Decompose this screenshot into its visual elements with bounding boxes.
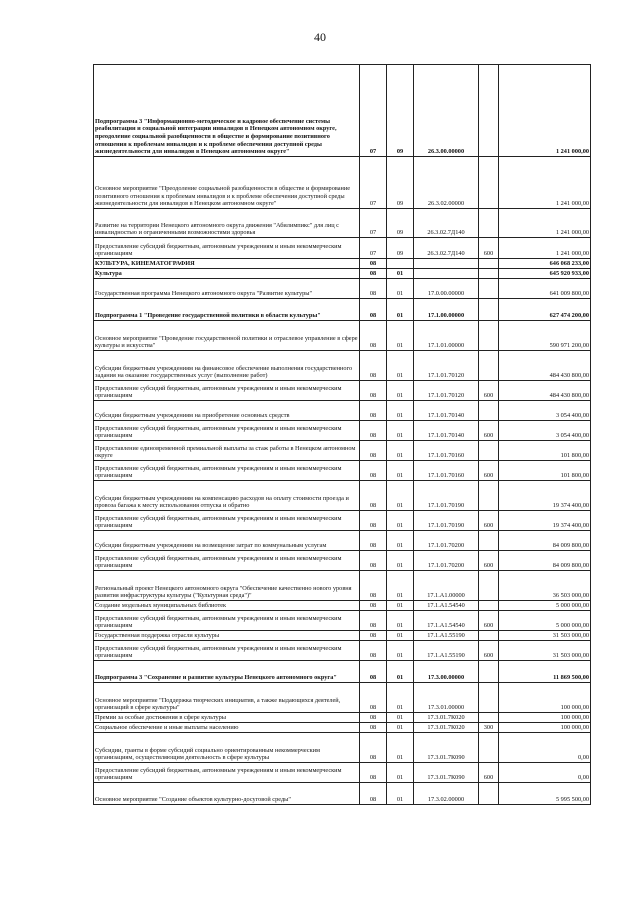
row-name: Предоставление субсидий бюджетным, автономным учреждениям и иным некоммерческим организациям (94, 611, 360, 631)
row-section: 08 (360, 631, 387, 641)
row-amount: 645 920 933,00 (499, 269, 591, 279)
row-amount: 3 054 400,00 (499, 421, 591, 441)
row-target-article: 17.1.00.00000 (414, 299, 479, 321)
row-amount: 5 000 000,00 (499, 611, 591, 631)
table-row (94, 269, 591, 279)
row-amount: 31 503 000,00 (499, 641, 591, 661)
row-name: Предоставление субсидий бюджетным, автономным учреждениям и иным некоммерческим организациям (94, 421, 360, 441)
row-amount: 1 241 000,00 (499, 157, 591, 209)
row-target-article: 17.1.01.70200 (414, 531, 479, 551)
row-name: Предоставление субсидий бюджетным, автономным учреждениям и иным некоммерческим организациям (94, 763, 360, 783)
row-expense-type: 600 (479, 381, 499, 401)
row-expense-type: 300 (479, 723, 499, 733)
row-target-article: 17.3.01.7К090 (414, 763, 479, 783)
row-name: Государственная программа Ненецкого автономного округа "Развитие культуры" (94, 279, 360, 299)
row-subsection: 01 (387, 531, 414, 551)
table-row (94, 279, 591, 299)
row-target-article: 17.1.01.00000 (414, 321, 479, 351)
row-expense-type: 600 (479, 551, 499, 571)
row-name: Социальное обеспечение и иные выплаты населению (94, 723, 360, 733)
row-expense-type (479, 531, 499, 551)
row-expense-type (479, 65, 499, 157)
row-subsection: 01 (387, 733, 414, 763)
row-target-article (414, 259, 479, 269)
row-subsection: 09 (387, 209, 414, 238)
row-expense-type (479, 209, 499, 238)
row-section: 08 (360, 551, 387, 571)
row-subsection: 09 (387, 65, 414, 157)
row-amount: 84 009 800,00 (499, 551, 591, 571)
row-amount: 641 009 800,00 (499, 279, 591, 299)
row-subsection: 01 (387, 381, 414, 401)
table-row (94, 723, 591, 733)
table-row (94, 763, 591, 783)
row-target-article: 17.1.01.70160 (414, 461, 479, 481)
row-section: 07 (360, 65, 387, 157)
row-expense-type (479, 631, 499, 641)
row-subsection: 01 (387, 723, 414, 733)
row-target-article: 17.1.01.70120 (414, 351, 479, 381)
row-section: 08 (360, 713, 387, 723)
row-section: 08 (360, 641, 387, 661)
row-amount: 484 430 800,00 (499, 381, 591, 401)
row-section: 08 (360, 571, 387, 601)
row-name: Культура (94, 269, 360, 279)
row-expense-type (479, 783, 499, 805)
table-row (94, 299, 591, 321)
row-target-article: 17.1.А1.55190 (414, 631, 479, 641)
row-expense-type: 600 (479, 641, 499, 661)
row-section: 08 (360, 531, 387, 551)
table-row (94, 601, 591, 611)
row-section: 08 (360, 299, 387, 321)
row-amount: 19 374 400,00 (499, 511, 591, 531)
table-row (94, 441, 591, 461)
table-row (94, 259, 591, 269)
row-section: 08 (360, 421, 387, 441)
row-expense-type (479, 401, 499, 421)
row-section: 08 (360, 783, 387, 805)
row-expense-type (479, 351, 499, 381)
row-target-article: 17.3.02.00000 (414, 783, 479, 805)
row-name: Субсидии бюджетным учреждениям на приобретение основных средств (94, 401, 360, 421)
table-row (94, 783, 591, 805)
row-target-article: 17.1.01.70140 (414, 421, 479, 441)
row-section: 08 (360, 723, 387, 733)
row-target-article: 17.3.00.00000 (414, 661, 479, 683)
table-row (94, 713, 591, 723)
row-subsection: 01 (387, 683, 414, 713)
table-row (94, 531, 591, 551)
row-section: 08 (360, 611, 387, 631)
row-name: Предоставление субсидий бюджетным, автономным учреждениям и иным некоммерческим организациям (94, 381, 360, 401)
table-row (94, 65, 591, 157)
row-expense-type (479, 279, 499, 299)
table-row (94, 661, 591, 683)
row-subsection: 01 (387, 763, 414, 783)
row-expense-type (479, 157, 499, 209)
page-number: 40 (314, 30, 326, 44)
row-expense-type (479, 259, 499, 269)
row-section: 08 (360, 763, 387, 783)
row-expense-type (479, 661, 499, 683)
row-target-article: 17.1.А1.54540 (414, 611, 479, 631)
row-target-article: 17.1.А1.55190 (414, 641, 479, 661)
row-name: Подпрограмма 3 "Сохранение и развитие культуры Ненецкого автономного округа" (94, 661, 360, 683)
row-name: Субсидии бюджетным учреждениям на возмещение затрат по коммунальным услугам (94, 531, 360, 551)
row-target-article: 17.3.01.00000 (414, 683, 479, 713)
row-section: 08 (360, 321, 387, 351)
table-row (94, 641, 591, 661)
row-amount: 0,00 (499, 733, 591, 763)
row-amount: 0,00 (499, 763, 591, 783)
row-subsection: 01 (387, 401, 414, 421)
row-target-article (414, 269, 479, 279)
row-name: КУЛЬТУРА, КИНЕМАТОГРАФИЯ (94, 259, 360, 269)
row-section: 08 (360, 351, 387, 381)
row-amount: 590 971 200,00 (499, 321, 591, 351)
row-subsection: 09 (387, 238, 414, 259)
budget-table (93, 64, 591, 805)
row-target-article: 17.1.А1.00000 (414, 571, 479, 601)
row-name: Основное мероприятие "Создание объектов культурно-досуговой среды" (94, 783, 360, 805)
row-name: Основное мероприятие "Проведение государственной политики и отраслевое управление в сфере культуры и искусства" (94, 321, 360, 351)
row-name: Предоставление субсидий бюджетным, автономным учреждениям и иным некоммерческим организациям (94, 511, 360, 531)
row-subsection: 01 (387, 511, 414, 531)
row-section: 07 (360, 209, 387, 238)
row-expense-type (479, 601, 499, 611)
row-section: 07 (360, 238, 387, 259)
row-amount: 1 241 000,00 (499, 65, 591, 157)
row-subsection: 01 (387, 441, 414, 461)
row-subsection: 01 (387, 421, 414, 441)
row-expense-type: 600 (479, 421, 499, 441)
row-expense-type: 600 (479, 238, 499, 259)
row-subsection (387, 259, 414, 269)
row-name: Предоставление единовременной премиальной выплаты за стаж работы в Ненецком автономном округе (94, 441, 360, 461)
row-target-article: 17.1.01.70200 (414, 551, 479, 571)
row-subsection: 01 (387, 783, 414, 805)
row-name: Субсидии бюджетным учреждениям на финансовое обеспечение выполнения государственного задания на оказание государственных услуг (выполнение работ) (94, 351, 360, 381)
row-amount: 1 241 000,00 (499, 238, 591, 259)
table-row (94, 238, 591, 259)
row-amount: 84 009 800,00 (499, 531, 591, 551)
row-subsection: 01 (387, 269, 414, 279)
table-row (94, 421, 591, 441)
row-target-article: 26.3.02.7Д140 (414, 209, 479, 238)
row-subsection: 01 (387, 611, 414, 631)
row-section: 07 (360, 157, 387, 209)
row-name: Предоставление субсидий бюджетным, автономным учреждениям и иным некоммерческим организациям (94, 461, 360, 481)
row-name: Основное мероприятие "Поддержка творческих инициатив, а также выдающихся деятелей, организаций в сфере культуры" (94, 683, 360, 713)
row-expense-type (479, 733, 499, 763)
row-target-article: 17.0.00.00000 (414, 279, 479, 299)
table-row (94, 631, 591, 641)
table-row (94, 209, 591, 238)
row-section: 08 (360, 279, 387, 299)
row-amount: 1 241 000,00 (499, 209, 591, 238)
row-expense-type: 600 (479, 461, 499, 481)
row-target-article: 26.3.02.00000 (414, 157, 479, 209)
row-expense-type (479, 269, 499, 279)
row-subsection: 01 (387, 661, 414, 683)
row-section: 08 (360, 511, 387, 531)
row-amount: 646 068 233,00 (499, 259, 591, 269)
row-name: Создание модельных муниципальных библиотек (94, 601, 360, 611)
row-subsection: 01 (387, 299, 414, 321)
row-subsection: 01 (387, 551, 414, 571)
row-expense-type (479, 321, 499, 351)
row-section: 08 (360, 381, 387, 401)
table-row (94, 351, 591, 381)
table-row (94, 511, 591, 531)
row-name: Субсидии бюджетным учреждениям на компенсацию расходов на оплату стоимости проезда и провоза багажа к месту использования отпуска и обратно (94, 481, 360, 511)
row-expense-type (479, 683, 499, 713)
row-subsection: 01 (387, 481, 414, 511)
row-subsection: 01 (387, 713, 414, 723)
table-row (94, 551, 591, 571)
row-name: Предоставление субсидий бюджетным, автономным учреждениям и иным некоммерческим организациям (94, 551, 360, 571)
row-name: Субсидии, гранты в форме субсидий социально ориентированным некоммерческим организациям, осуществляющим деятельность в сфере культуры (94, 733, 360, 763)
row-section: 08 (360, 601, 387, 611)
row-subsection: 01 (387, 321, 414, 351)
row-name: Основное мероприятие "Преодоление социальной разобщенности в обществе и формирование позитивного отношения к проблемам инвалидов и к проблеме обеспечения доступной среды жизнедеятельности для инвалидов в Ненецком автономном округе" (94, 157, 360, 209)
row-section: 08 (360, 441, 387, 461)
table-row (94, 401, 591, 421)
row-section: 08 (360, 401, 387, 421)
row-amount: 36 503 000,00 (499, 571, 591, 601)
row-name: Предоставление субсидий бюджетным, автономным учреждениям и иным некоммерческим организациям (94, 641, 360, 661)
row-amount: 101 800,00 (499, 461, 591, 481)
row-amount: 100 000,00 (499, 713, 591, 723)
table-row (94, 683, 591, 713)
row-amount: 31 503 000,00 (499, 631, 591, 641)
row-expense-type (479, 299, 499, 321)
row-subsection: 01 (387, 279, 414, 299)
row-amount: 5 000 000,00 (499, 601, 591, 611)
row-name: Подпрограмма 1 "Проведение государственной политики в области культуры" (94, 299, 360, 321)
row-target-article: 17.3.01.7К020 (414, 713, 479, 723)
row-expense-type (479, 481, 499, 511)
table-row (94, 481, 591, 511)
table-row (94, 157, 591, 209)
row-target-article: 17.1.01.70190 (414, 481, 479, 511)
row-expense-type (479, 713, 499, 723)
table-row (94, 611, 591, 631)
row-section: 08 (360, 661, 387, 683)
row-name: Предоставление субсидий бюджетным, автономным учреждениям и иным некоммерческим организациям (94, 238, 360, 259)
table-row (94, 571, 591, 601)
row-target-article: 17.1.01.70160 (414, 441, 479, 461)
row-target-article: 17.3.01.7К090 (414, 733, 479, 763)
row-expense-type: 600 (479, 611, 499, 631)
row-name: Государственная поддержка отрасли культуры (94, 631, 360, 641)
row-target-article: 26.3.00.00000 (414, 65, 479, 157)
row-section: 08 (360, 259, 387, 269)
row-name: Премии за особые достижения в сфере культуры (94, 713, 360, 723)
row-target-article: 17.1.А1.54540 (414, 601, 479, 611)
row-subsection: 01 (387, 601, 414, 611)
row-amount: 484 430 800,00 (499, 351, 591, 381)
row-amount: 19 374 400,00 (499, 481, 591, 511)
row-amount: 5 995 500,00 (499, 783, 591, 805)
row-expense-type: 600 (479, 763, 499, 783)
row-subsection: 01 (387, 461, 414, 481)
row-amount: 100 000,00 (499, 723, 591, 733)
row-amount: 100 000,00 (499, 683, 591, 713)
row-amount: 101 800,00 (499, 441, 591, 461)
table-row (94, 461, 591, 481)
row-name: Подпрограмма 3 "Информационно-методическое и кадровое обеспечение системы реабилитации и социальной интеграции инвалидов в Ненецком автономном округе, преодоление социальной разобщенности в обществе и формирование позитивного отношения к проблемам инвалидов и к проблеме обеспечения доступной среды жизнедеятельности для инвалидов в Ненецком автономном округе" (94, 65, 360, 157)
row-amount: 3 054 400,00 (499, 401, 591, 421)
row-section: 08 (360, 461, 387, 481)
row-section: 08 (360, 683, 387, 713)
table-row (94, 321, 591, 351)
row-expense-type (479, 441, 499, 461)
row-name: Региональный проект Ненецкого автономного округа "Обеспечение качественно нового уровня развития инфраструктуры культуры ("Культурная среда")" (94, 571, 360, 601)
row-amount: 11 869 500,00 (499, 661, 591, 683)
row-amount: 627 474 200,00 (499, 299, 591, 321)
row-section: 08 (360, 481, 387, 511)
table-row (94, 381, 591, 401)
row-section: 08 (360, 269, 387, 279)
row-subsection: 01 (387, 351, 414, 381)
row-target-article: 17.3.01.7К020 (414, 723, 479, 733)
row-target-article: 17.1.01.70190 (414, 511, 479, 531)
row-expense-type (479, 571, 499, 601)
row-name: Развитие на территории Ненецкого автономного округа движения "Абилимпикс" для лиц с инвалидностью и ограниченными возможностями здоровья (94, 209, 360, 238)
row-subsection: 01 (387, 641, 414, 661)
row-subsection: 09 (387, 157, 414, 209)
row-subsection: 01 (387, 631, 414, 641)
row-subsection: 01 (387, 571, 414, 601)
row-section: 08 (360, 733, 387, 763)
table-row (94, 733, 591, 763)
row-expense-type: 600 (479, 511, 499, 531)
row-target-article: 17.1.01.70120 (414, 381, 479, 401)
row-target-article: 17.1.01.70140 (414, 401, 479, 421)
row-target-article: 26.3.02.7Д140 (414, 238, 479, 259)
